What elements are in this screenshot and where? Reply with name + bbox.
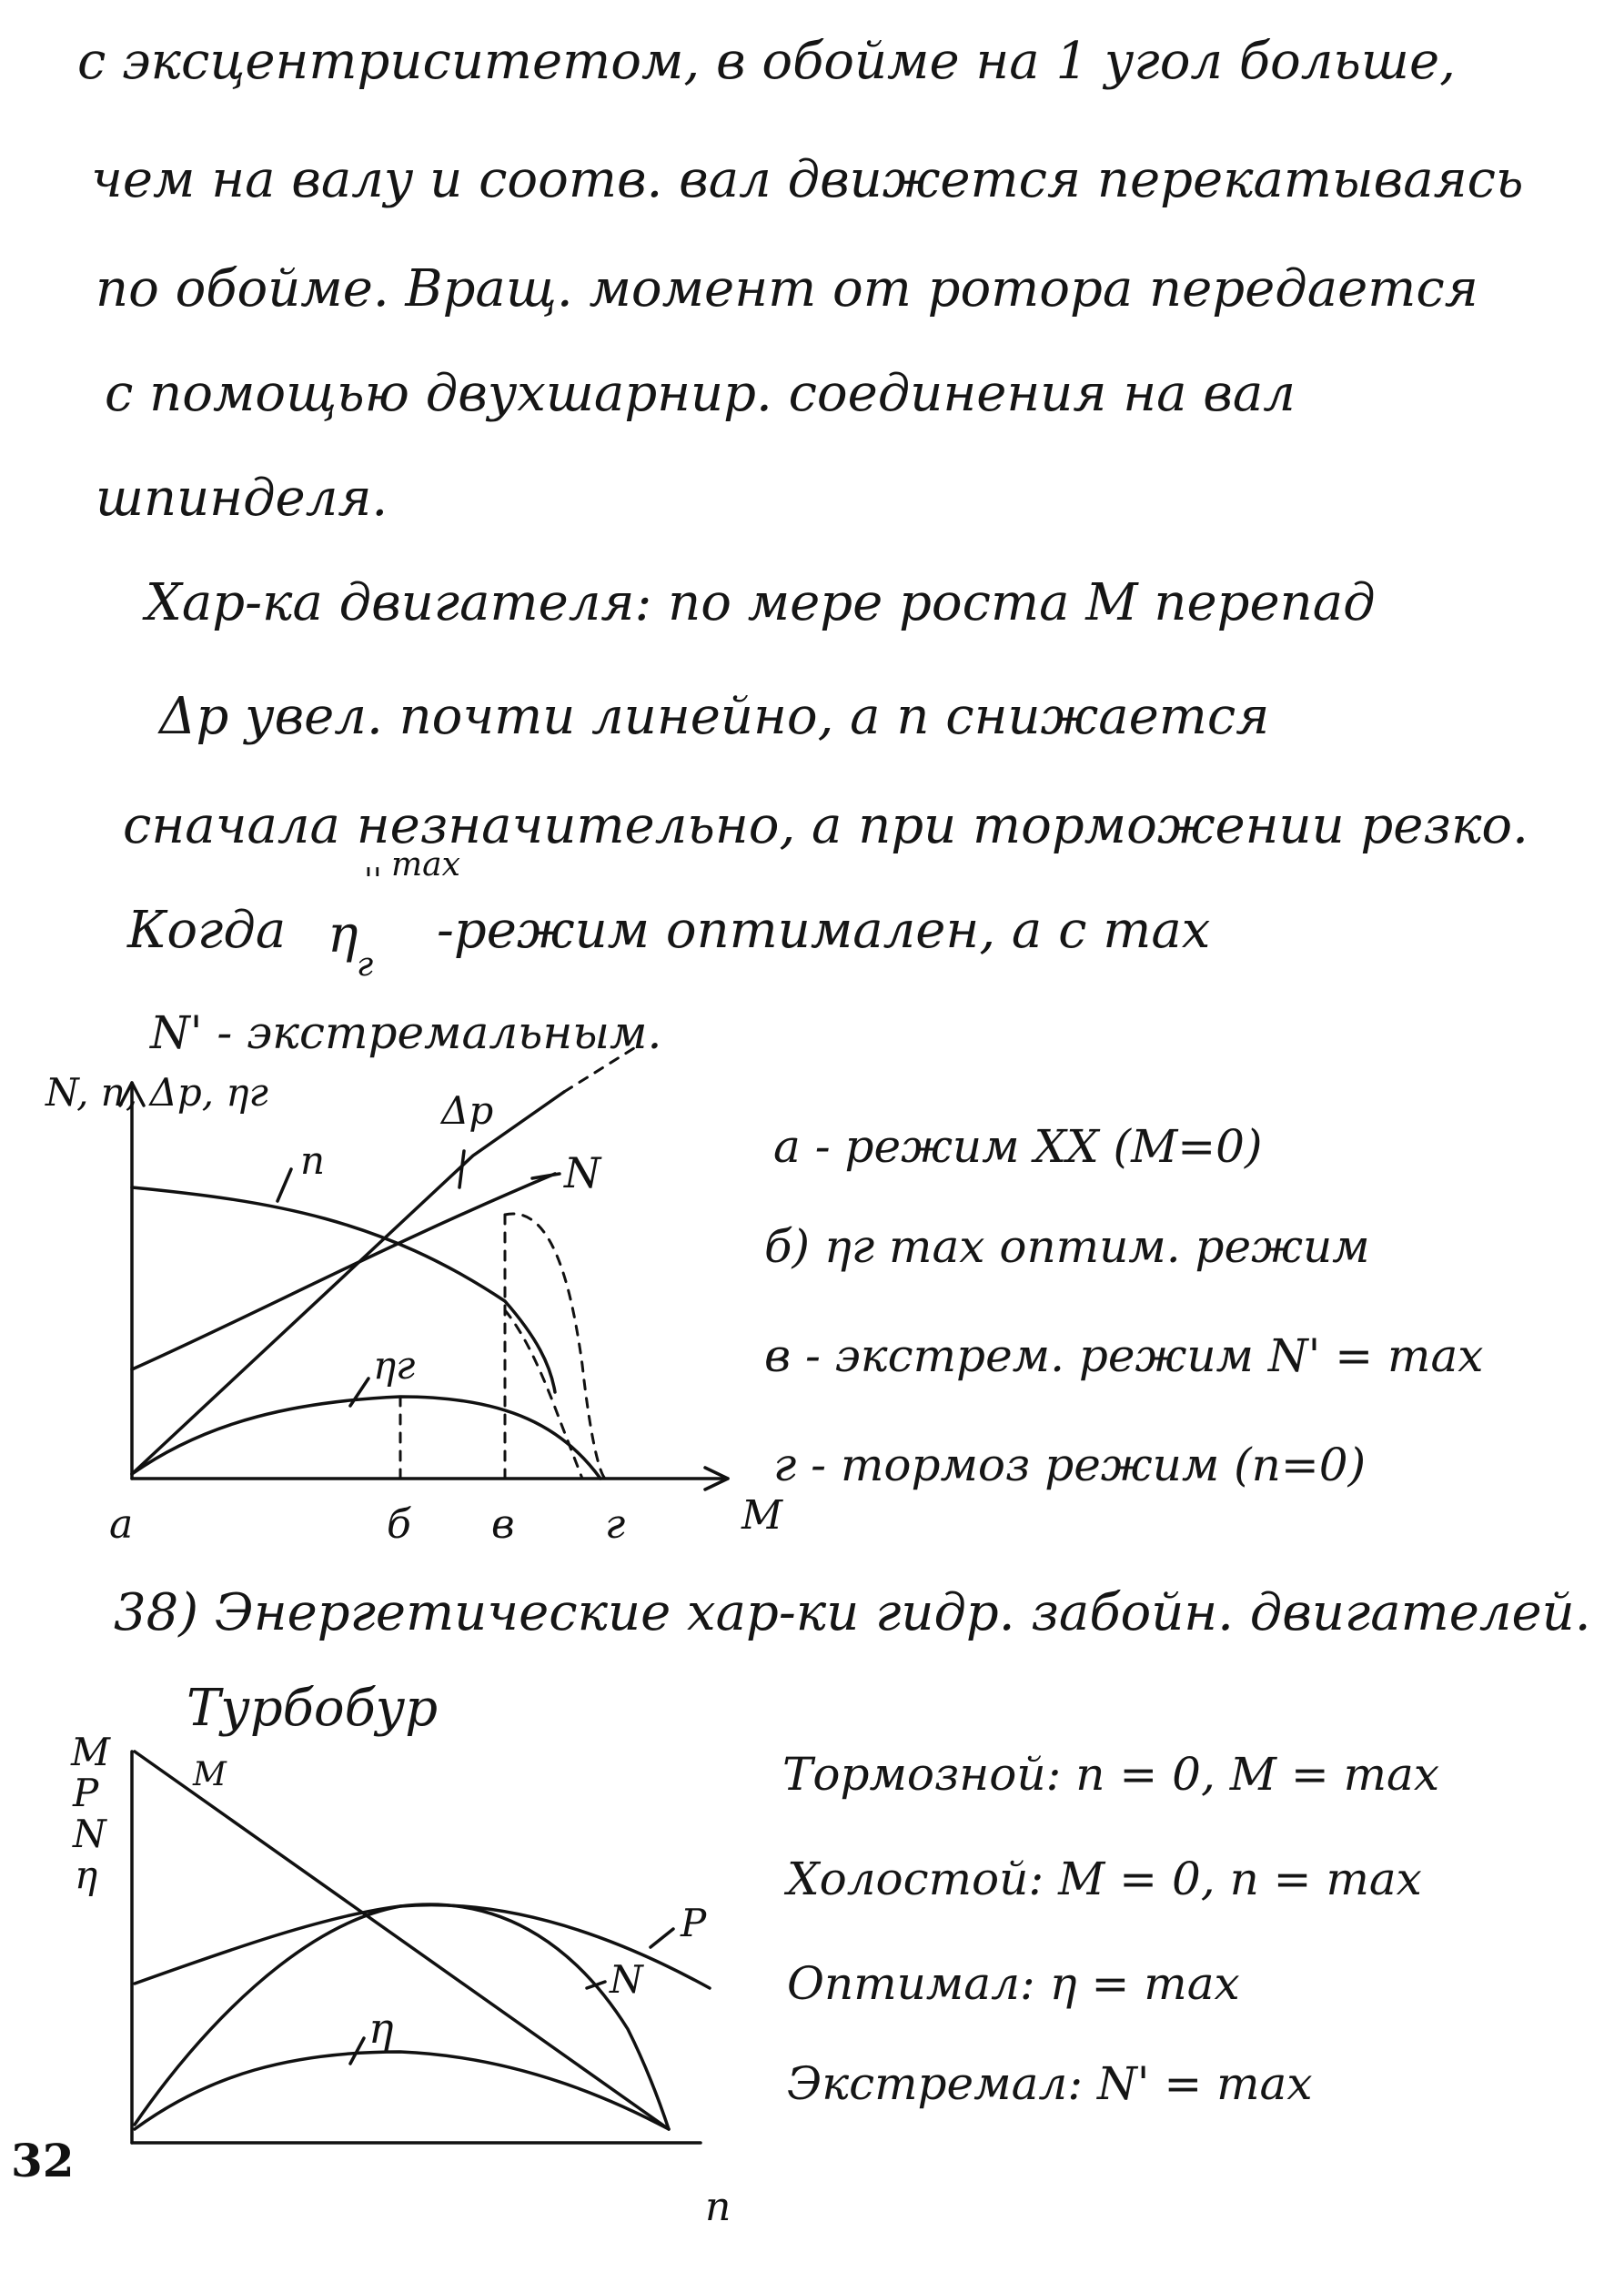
chart2-label-N: N <box>610 1957 643 2002</box>
section-38-title: 38) Энергетические хар-ки гидр. забойн. двигателей. <box>114 1583 1591 1642</box>
text-line-9-end: -режим оптимален, а с max <box>437 901 1211 960</box>
chart1-legend-a: а - режим XX (M=0) <box>773 1120 1263 1173</box>
text-line-10: N' - экстремальным. <box>150 1006 662 1059</box>
chart1-legend-g: г - тормоз режим (n=0) <box>773 1439 1367 1491</box>
text-line-6: Хар-ка двигателя: по мере роста M перепад <box>146 573 1376 632</box>
text-line-3: по обойме. Вращ. момент от ротора передается <box>96 259 1478 318</box>
chart2-curve-eta <box>135 2052 669 2129</box>
text-line-7: Δp увел. почти линейно, а n снижается <box>159 687 1270 746</box>
text-line-8: сначала незначительно, а при торможении резко. <box>123 796 1528 855</box>
section-38-subtitle: Турбобур <box>187 1679 439 1738</box>
chart2-legend-brake: Тормозной: n = 0, M = max <box>782 1748 1440 1801</box>
chart1-x-label: M <box>741 1492 783 1539</box>
chart2-legend-idle: Холостой: M = 0, n = max <box>787 1853 1422 1905</box>
chart2-leader-eta <box>350 2038 364 2064</box>
chart2-label-eta: η <box>368 2004 394 2053</box>
chart1-tick-g: г <box>605 1501 626 1548</box>
chart1-label-N: N <box>564 1148 601 1197</box>
chart2-y-label-eta: η <box>75 1853 98 1897</box>
text-line-1: с эксцентриситетом, в обойме на 1 угол больше, <box>77 32 1456 91</box>
eta-subscript: г <box>357 946 374 984</box>
text-line-4: с помощью двухшарнир. соединения на вал <box>105 364 1296 423</box>
chart2-y-label-N: N <box>73 1812 106 1856</box>
chart1-legend-b: б) ηг max оптим. режим <box>764 1220 1370 1273</box>
chart1-tick-b: б <box>387 1501 411 1548</box>
chart1-legend-v: в - экстрем. режим N' = max <box>764 1329 1484 1382</box>
page-number: 32 <box>11 2134 75 2187</box>
chart1-tick-v: в <box>491 1501 515 1548</box>
quote-marks: '' <box>364 863 382 900</box>
chart2-leader-P <box>651 1929 673 1947</box>
chart2-legend-extremal: Экстремал: N' = max <box>787 2057 1313 2110</box>
chart2-label-P: P <box>681 1901 707 1945</box>
text-line-9-start: Когда <box>127 901 287 960</box>
chart1-tick-a: а <box>109 1501 134 1548</box>
chart2-curve-N <box>135 1904 669 2129</box>
chart2-legend-optimal: Оптимал: η = max <box>787 1957 1240 2010</box>
max-superscript: max <box>391 846 460 884</box>
chart1-label-eta: ηг <box>373 1343 416 1388</box>
text-line-5: шпинделя. <box>96 469 388 528</box>
chart2-x-label: n <box>705 2184 731 2230</box>
chart2-curve-M <box>135 1752 669 2129</box>
chart1-label-n: n <box>300 1138 326 1183</box>
chart2-label-M: M <box>193 1756 227 1793</box>
eta-symbol: η <box>328 905 358 964</box>
chart2-y-label-M: M <box>71 1730 111 1774</box>
chart1-label-dp: Δp <box>441 1088 494 1133</box>
text-line-2: чем на валу и соотв. вал движется перекатываясь <box>91 150 1524 209</box>
chart2-y-label-P: P <box>73 1771 99 1815</box>
chart1-y-label: N, n, Δp, ηг <box>45 1070 268 1115</box>
